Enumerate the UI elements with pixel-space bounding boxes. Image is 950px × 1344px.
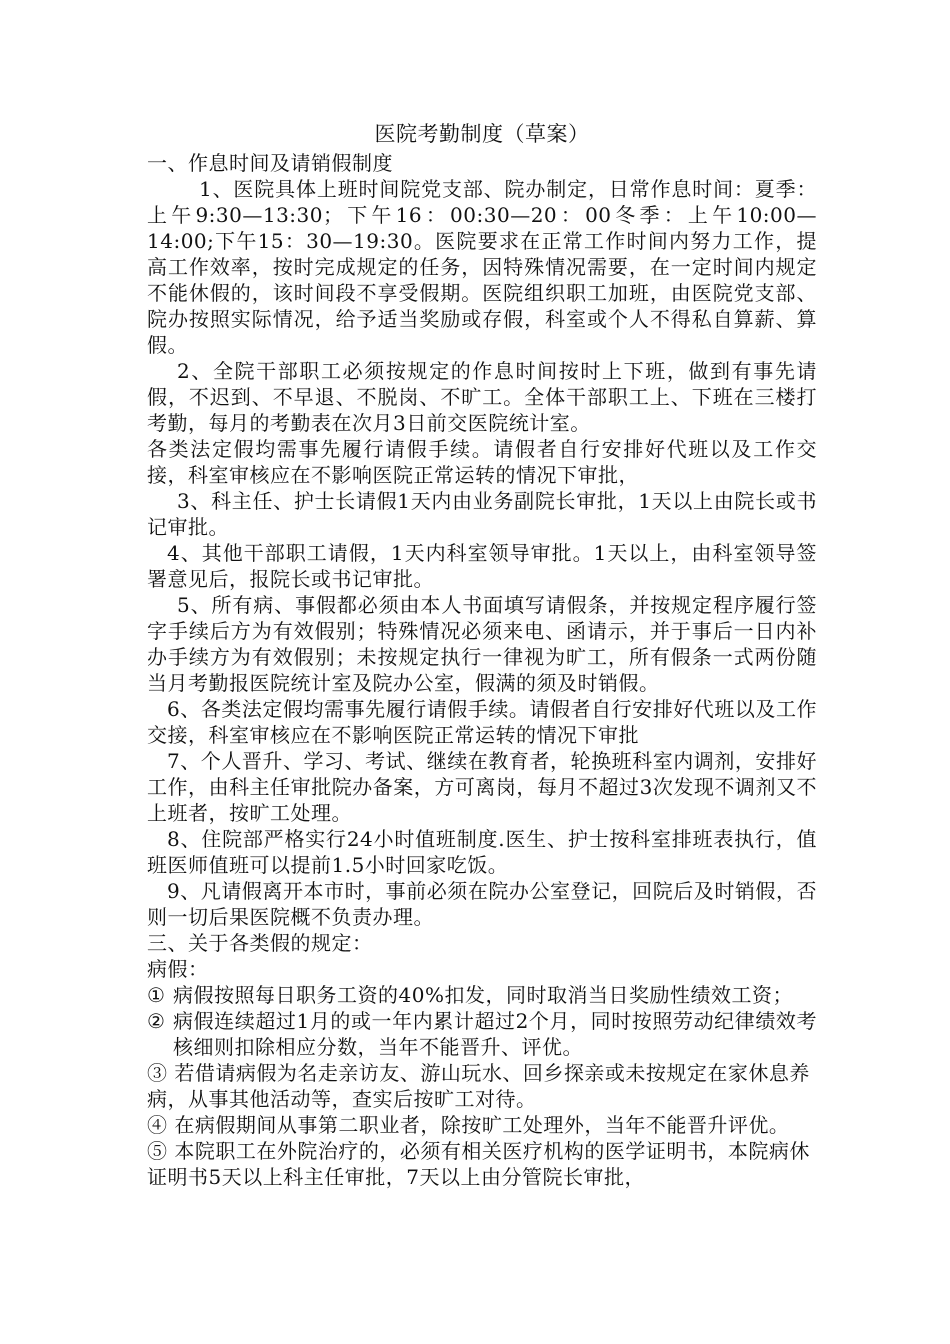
list-item-text: 在病假期间从事第二职业者，除按旷工处理外，当年不能晋升评优。	[174, 1113, 790, 1137]
document-title: 医院考勤制度（草案）	[374, 122, 590, 146]
paragraph-1: 1、医院具体上班时间院党支部、院办制定，日常作息时间：夏季：上午9:30—13:30；下午16：00:30—20：00冬季：上午10:00—14:00;下午15：30—19:30。医院要求在正常工作时间内努力工作，提高工作效率，按时完成规定的任务，因特殊情况需要，在一定时间内规定不能休假的，该时间段不享受假期。医院组织职工加班，由医院党支部、院办按照实际情况，给予适当奖励或存假，科室或个人不得私自算薪、算假。	[147, 177, 817, 357]
paragraph-6: 6、各类法定假均需事先履行请假手续。请假者自行安排好代班以及工作交接，科室审核应在不影响医院正常运转的情况下审批	[147, 697, 817, 747]
paragraph-8: 8、住院部严格实行24小时值班制度.医生、护士按科室排班表执行，值班医师值班可以提前1.5小时回家吃饭。	[147, 827, 817, 877]
list-item	[147, 1112, 817, 1138]
sick-leave-list	[147, 982, 817, 1190]
list-item-text: 若借请病假为名走亲访友、游山玩水、回乡探亲或未按规定在家休息养病，从事其他活动等，查实后按旷工对待。	[147, 1061, 810, 1111]
list-item	[147, 1060, 817, 1112]
list-item-text: 病假连续超过1月的或一年内累计超过2个月，同时按照劳动纪律绩效考核细则扣除相应分数，当年不能晋升、评优。	[173, 1009, 817, 1059]
list-item	[147, 1008, 817, 1060]
paragraph-9: 9、凡请假离开本市时，事前必须在院办公室登记，回院后及时销假，否则一切后果医院概不负责办理。	[147, 879, 817, 929]
document-page	[147, 118, 817, 1190]
section-heading-3: 三、关于各类假的规定：	[147, 931, 373, 955]
list-marker: ④	[147, 1113, 168, 1137]
paragraph-3: 3、科主任、护士长请假1天内由业务副院长审批，1天以上由院长或书记审批。	[147, 489, 817, 539]
paragraph-2b: 各类法定假均需事先履行请假手续。请假者自行安排好代班以及工作交接，科室审核应在不影响医院正常运转的情况下审批，	[147, 437, 817, 487]
list-item	[147, 1138, 817, 1190]
sick-leave-label: 病假：	[147, 957, 209, 981]
list-marker: ③	[147, 1061, 168, 1085]
list-item-text: 本院职工在外院治疗的，必须有相关医疗机构的医学证明书，本院病休证明书5天以上科主任审批，7天以上由分管院长审批，	[147, 1139, 810, 1189]
paragraph-2: 2、全院干部职工必须按规定的作息时间按时上下班，做到有事先请假，不迟到、不早退、不脱岗、不旷工。全体干部职工上、下班在三楼打考勤，每月的考勤表在次月3日前交医院统计室。	[147, 359, 817, 435]
section-heading-1: 一、作息时间及请销假制度	[147, 151, 393, 175]
paragraph-5: 5、所有病、事假都必须由本人书面填写请假条，并按规定程序履行签字手续后方为有效假别；特殊情况必须来电、函请示，并于事后一日内补办手续方为有效假别；未按规定执行一律视为旷工，所有假条一式两份随当月考勤报医院统计室及院办公室，假满的须及时销假。	[147, 593, 817, 695]
paragraph-7: 7、个人晋升、学习、考试、继续在教育者，轮换班科室内调剂，安排好工作，由科主任审批院办备案，方可离岗，每月不超过3次发现不调剂又不上班者，按旷工处理。	[147, 749, 817, 825]
list-marker: ②	[147, 1009, 166, 1033]
list-marker: ⑤	[147, 1139, 168, 1163]
paragraph-4: 4、其他干部职工请假，1天内科室领导审批。1天以上，由科室领导签署意见后，报院长或书记审批。	[147, 541, 817, 591]
list-marker: ①	[147, 983, 166, 1007]
list-item-text: 病假按照每日职务工资的40%扣发，同时取消当日奖励性绩效工资；	[173, 983, 793, 1007]
list-item	[147, 982, 817, 1008]
